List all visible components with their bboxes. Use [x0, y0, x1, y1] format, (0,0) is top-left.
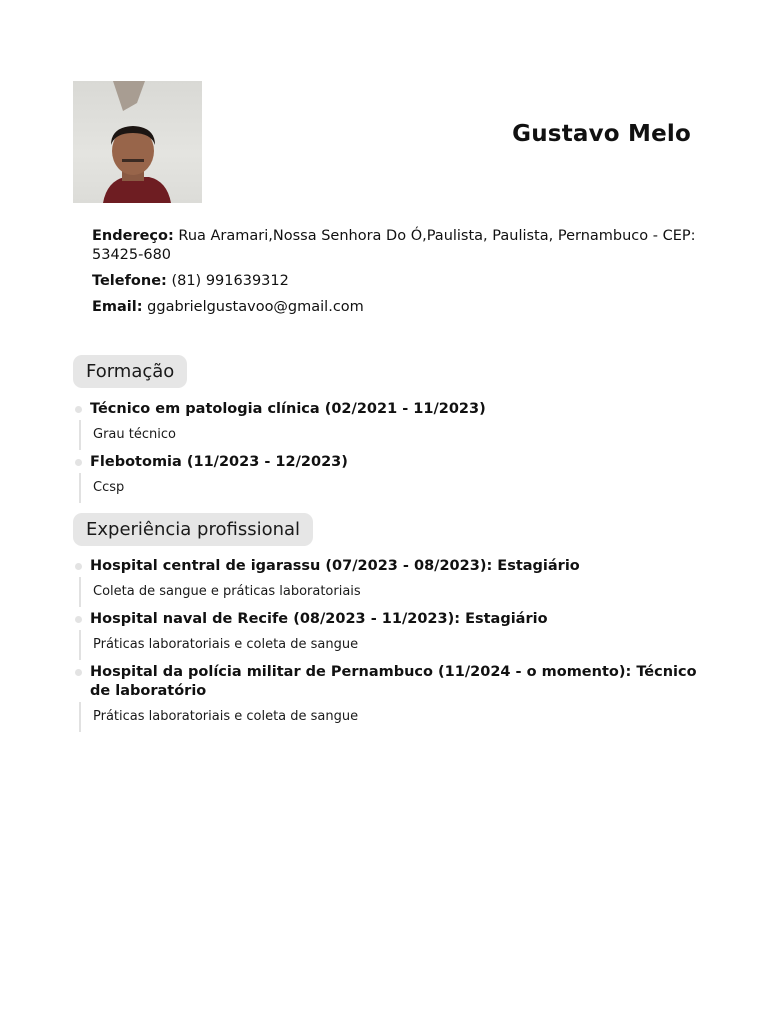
bullet-dot-icon: [75, 669, 82, 676]
person-portrait-icon: [73, 81, 202, 203]
address-row: [92, 227, 702, 265]
contact-info: [92, 227, 702, 324]
bullet-dot-icon: [75, 563, 82, 570]
email-value: ggabrielgustavoo@gmail.com: [147, 299, 364, 315]
education-entry-description: Ccsp: [79, 473, 703, 503]
phone-label: Telefone:: [92, 273, 167, 289]
phone-row: [92, 272, 702, 291]
experience-list: [73, 557, 703, 735]
experience-entry-title: Hospital naval de Recife (08/2023 - 11/2023): Estagiário: [90, 611, 548, 627]
education-entry: [73, 453, 703, 503]
address-value: Rua Aramari,Nossa Senhora Do Ó,Paulista, Paulista, Pernambuco - CEP: 53425-680: [92, 228, 696, 263]
education-list: [73, 400, 703, 506]
education-entry-description: Grau técnico: [79, 420, 703, 450]
bullet-dot-icon: [75, 459, 82, 466]
education-entry-title: Técnico em patologia clínica (02/2021 - 11/2023): [90, 401, 486, 417]
bullet-dot-icon: [75, 406, 82, 413]
experience-entry: [73, 663, 703, 732]
bullet-dot-icon: [75, 616, 82, 623]
experience-entry-description: Coleta de sangue e práticas laboratoriais: [79, 577, 703, 607]
address-label: Endereço:: [92, 228, 174, 244]
email-label: Email:: [92, 299, 143, 315]
experience-entry: [73, 610, 703, 660]
education-entry: [73, 400, 703, 450]
education-section-title: Formação: [73, 355, 187, 388]
profile-photo: [73, 81, 202, 203]
experience-entry-title: Hospital central de igarassu (07/2023 - 08/2023): Estagiário: [90, 558, 580, 574]
experience-section-title: Experiência profissional: [73, 513, 313, 546]
candidate-name: Gustavo Melo: [512, 121, 691, 147]
experience-entry-title: Hospital da polícia militar de Pernambuco (11/2024 - o momento): Técnico de laboratório: [90, 664, 697, 699]
experience-entry: [73, 557, 703, 607]
experience-entry-description: Práticas laboratoriais e coleta de sangue: [79, 702, 703, 732]
email-row: [92, 298, 702, 317]
phone-value: (81) 991639312: [171, 273, 289, 289]
education-entry-title: Flebotomia (11/2023 - 12/2023): [90, 454, 348, 470]
experience-entry-description: Práticas laboratoriais e coleta de sangue: [79, 630, 703, 660]
